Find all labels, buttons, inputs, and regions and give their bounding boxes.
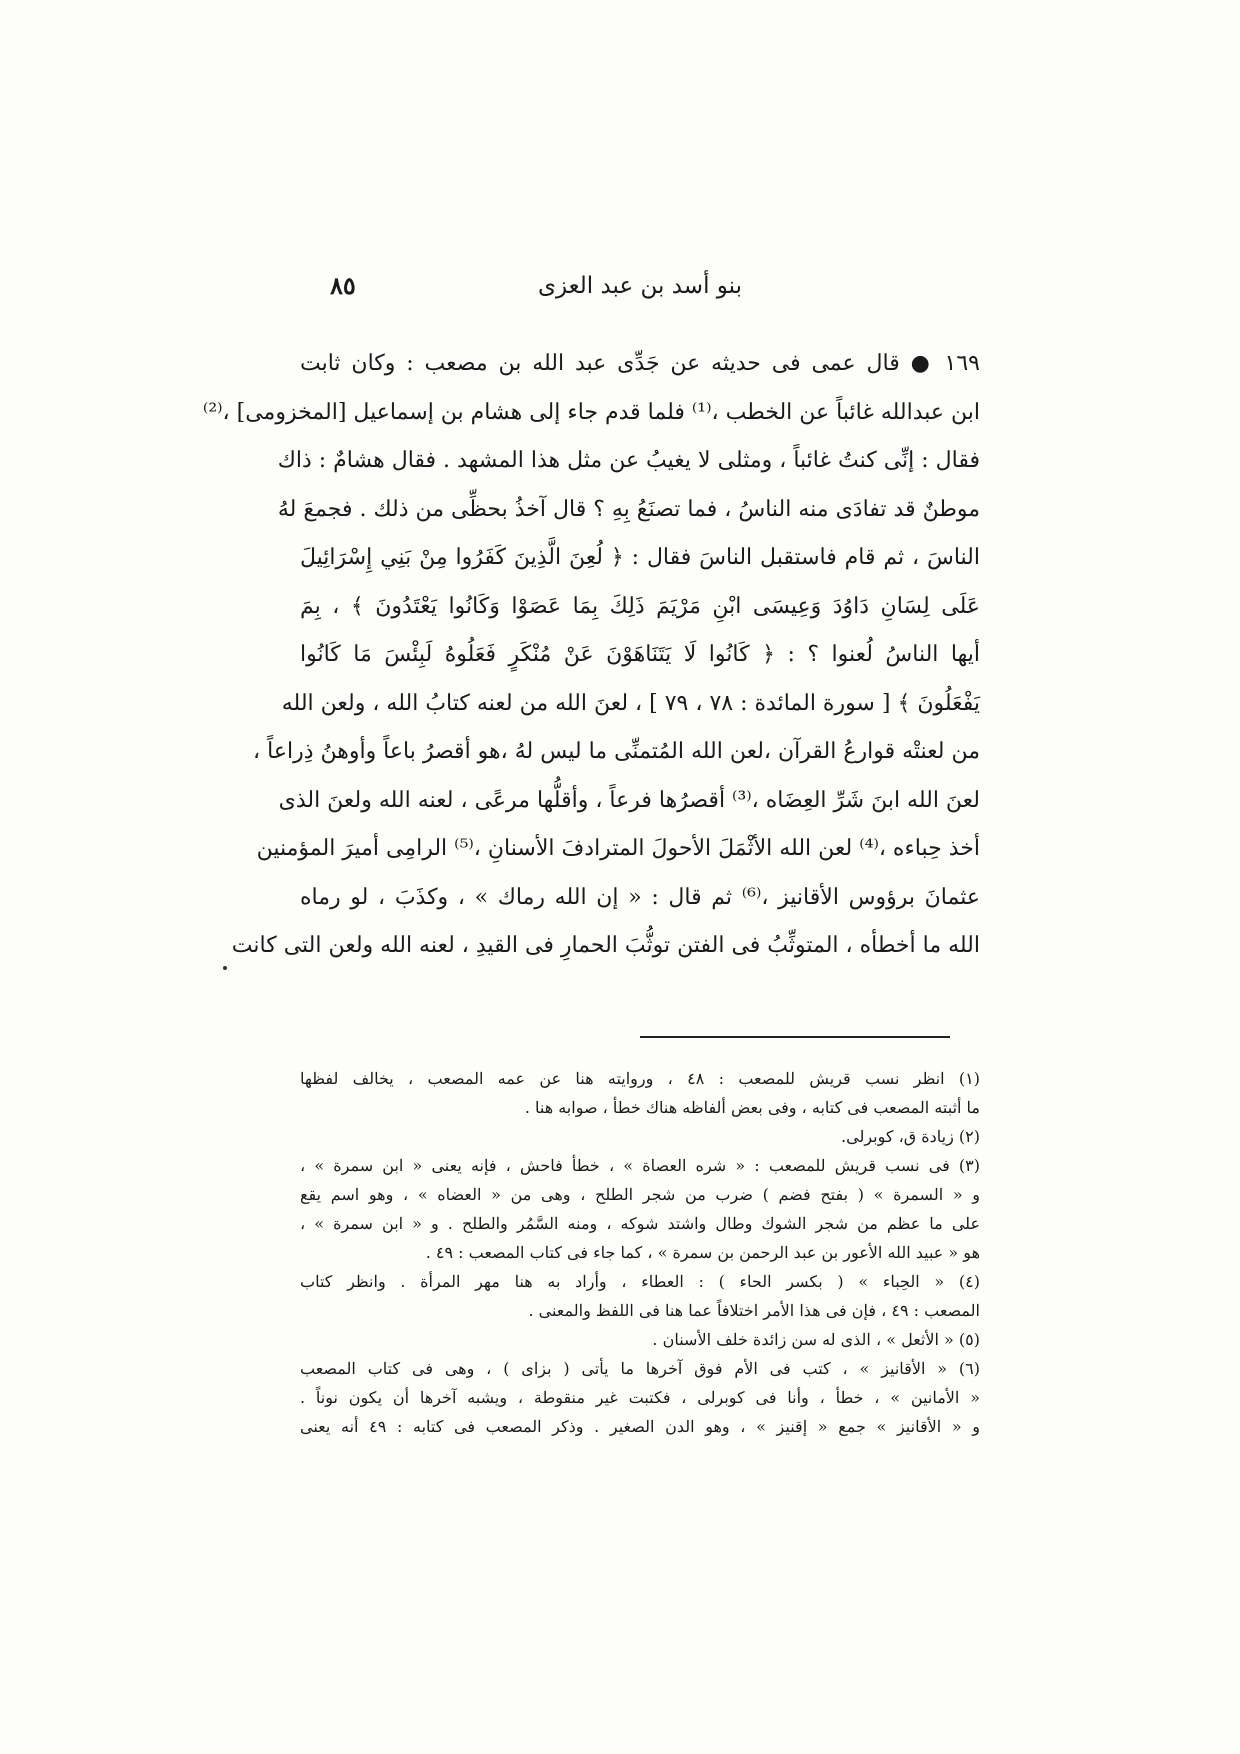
footnote-line: و « السمرة » ( بفتح فضم ) ضرب من شجر الطلح ، وهى من « العضاه » ، وهو اسم يقع [300, 1185, 981, 1204]
footnote-line: على ما عظم من شجر الشوك وطال واشتد شوكه ، ومنه السَّمُر والطلح . و « ابن سمرة » ، [300, 1214, 981, 1233]
footnote-line: و « الأقانيز » جمع « إقنيز » ، وهو الدن الصغير . وذكر المصعب فى كتابه : ٤٩ أنه يعنى [300, 1417, 981, 1436]
page-header [300, 268, 980, 308]
page-number: ٨٥ [330, 271, 356, 300]
running-title: بنو أسد بن عبد العزى [537, 273, 743, 299]
footnote-line: المصعب : ٤٩ ، فإن فى هذا الأمر اختلافاً عما هنا فى اللفظ والمعنى . [528, 1301, 980, 1320]
footnote-line: (٦) « الأقانيز » ، كتب فى الأم فوق آخرها ما يأتى ( بزاى ) ، وهى فى كتاب المصعب [300, 1359, 980, 1378]
text-line: فقال : إنِّى كنتُ غائباً ، ومثلى لا يغيبُ عن مثل هذا المشهد . فقال هشامٌ : ذاك [277, 448, 980, 473]
text-line: الله ما أخطأه ، المتوثِّبُ فى الفتن توثُّبَ الحمارِ فى القيدِ ، لعنه الله ولعن التى كانت [231, 933, 980, 958]
text-line: الناسَ ، ثم قام فاستقبل الناسَ فقال : ﴿ لُعِنَ الَّذِينَ كَفَرُوا مِنْ بَنِي إِسْرَائِيلَ [300, 545, 980, 570]
footnote-divider [640, 1036, 950, 1038]
text-line: أخذ حِباءه ،⁽⁴⁾ لعن الله الأثْمَلَ الأحولَ المترادفَ الأسنانِ ،⁽⁵⁾ الرامِى أميرَ المؤمنين [256, 836, 980, 861]
footnotes [300, 1064, 980, 1441]
text-line: ١٦٩ ● قال عمى فى حديثه عن جَدِّى عبد الله بن مصعب : وكان ثابت [300, 351, 980, 376]
scan-speck [223, 966, 227, 970]
footnote-line: ما أثبته المصعب فى كتابه ، وفى بعض ألفاظه هناك خطأ ، صوابه هنا . [524, 1098, 980, 1117]
text-line: ابن عبدالله غائباً عن الخطب ،⁽¹⁾ فلما قدم جاء إلى هشام بن إسماعيل [المخزومى] ،⁽²⁾ [202, 399, 980, 425]
footnote-line: هو « عبيد الله الأعور بن عبد الرحمن بن سمرة » ، كما جاء فى كتاب المصعب : ٤٩ . [425, 1243, 980, 1262]
text-line: عثمانَ برؤوس الأقانيز ،⁽⁶⁾ ثم قال : « إن الله رماك » ، وكذَبَ ، لو رماه [300, 884, 980, 910]
main-text [202, 340, 980, 971]
text-line: موطنٌ قد تفادَى منه الناسُ ، فما تصنَعُ بِهِ ؟ قال آخذُ بحظِّى من ذلك . فجمعَ لهُ [277, 496, 980, 522]
footnote-line: « الأمانين » ، خطأ ، وأنا فى كوبرلى ، فكتبت غير منقوطة ، ويشبه آخرها أن يكون نوناً . [300, 1388, 980, 1407]
footnote-line: (٢) زيادة ق، كوبرلى. [841, 1127, 980, 1146]
text-line: من لعنتْه قوارعُ القرآن ،لعن الله المُتمنِّى ما ليس لهُ ،هو أقصرُ باعاً وأوهنُ ذِراعاً ، [253, 739, 980, 764]
text-line: أيها الناسُ لُعنوا ؟ : ﴿ كَانُوا لَا يَتَنَاهَوْنَ عَنْ مُنْكَرٍ فَعَلُوهُ لَبِئْسَ مَا كَانُوا [300, 642, 980, 667]
text-line: لعنَ الله ابنَ شَرِّ العِضَاه ،⁽³⁾ أقصرُها فرعاً ، وأقلُّها مرعًى ، لعنه الله ولعنَ الذى [278, 787, 980, 813]
footnote-line: (٥) « الأثعل » ، الذى له سن زائدة خلف الأسنان . [652, 1330, 980, 1349]
text-line: عَلَى لِسَانِ دَاوُدَ وَعِيسَى ابْنِ مَرْيَمَ ذَلِكَ بِمَا عَصَوْا وَكَانُوا يَعْتَدُونَ ﴾ ، بِمَ [300, 593, 980, 619]
footnote-line: (١) انظر نسب قريش للمصعب : ٤٨ ، وروايته هنا عن عمه المصعب ، يخالف لفظها [300, 1069, 980, 1088]
footnote-line: (٣) فى نسب قريش للمصعب : « شره العصاة » ، خطأ فاحش ، فإنه يعنى « ابن سمرة » ، [300, 1156, 980, 1175]
footnote-line: (٤) « الحِباء » ( بكسر الحاء ) : العطاء ، وأراد به هنا مهر المرأة . وانظر كتاب [300, 1272, 980, 1291]
text-line: يَفْعَلُونَ ﴾ [ سورة المائدة : ٧٨ ، ٧٩ ] ، لعنَ الله من لعنه كتابُ الله ، ولعن الله [281, 690, 980, 716]
